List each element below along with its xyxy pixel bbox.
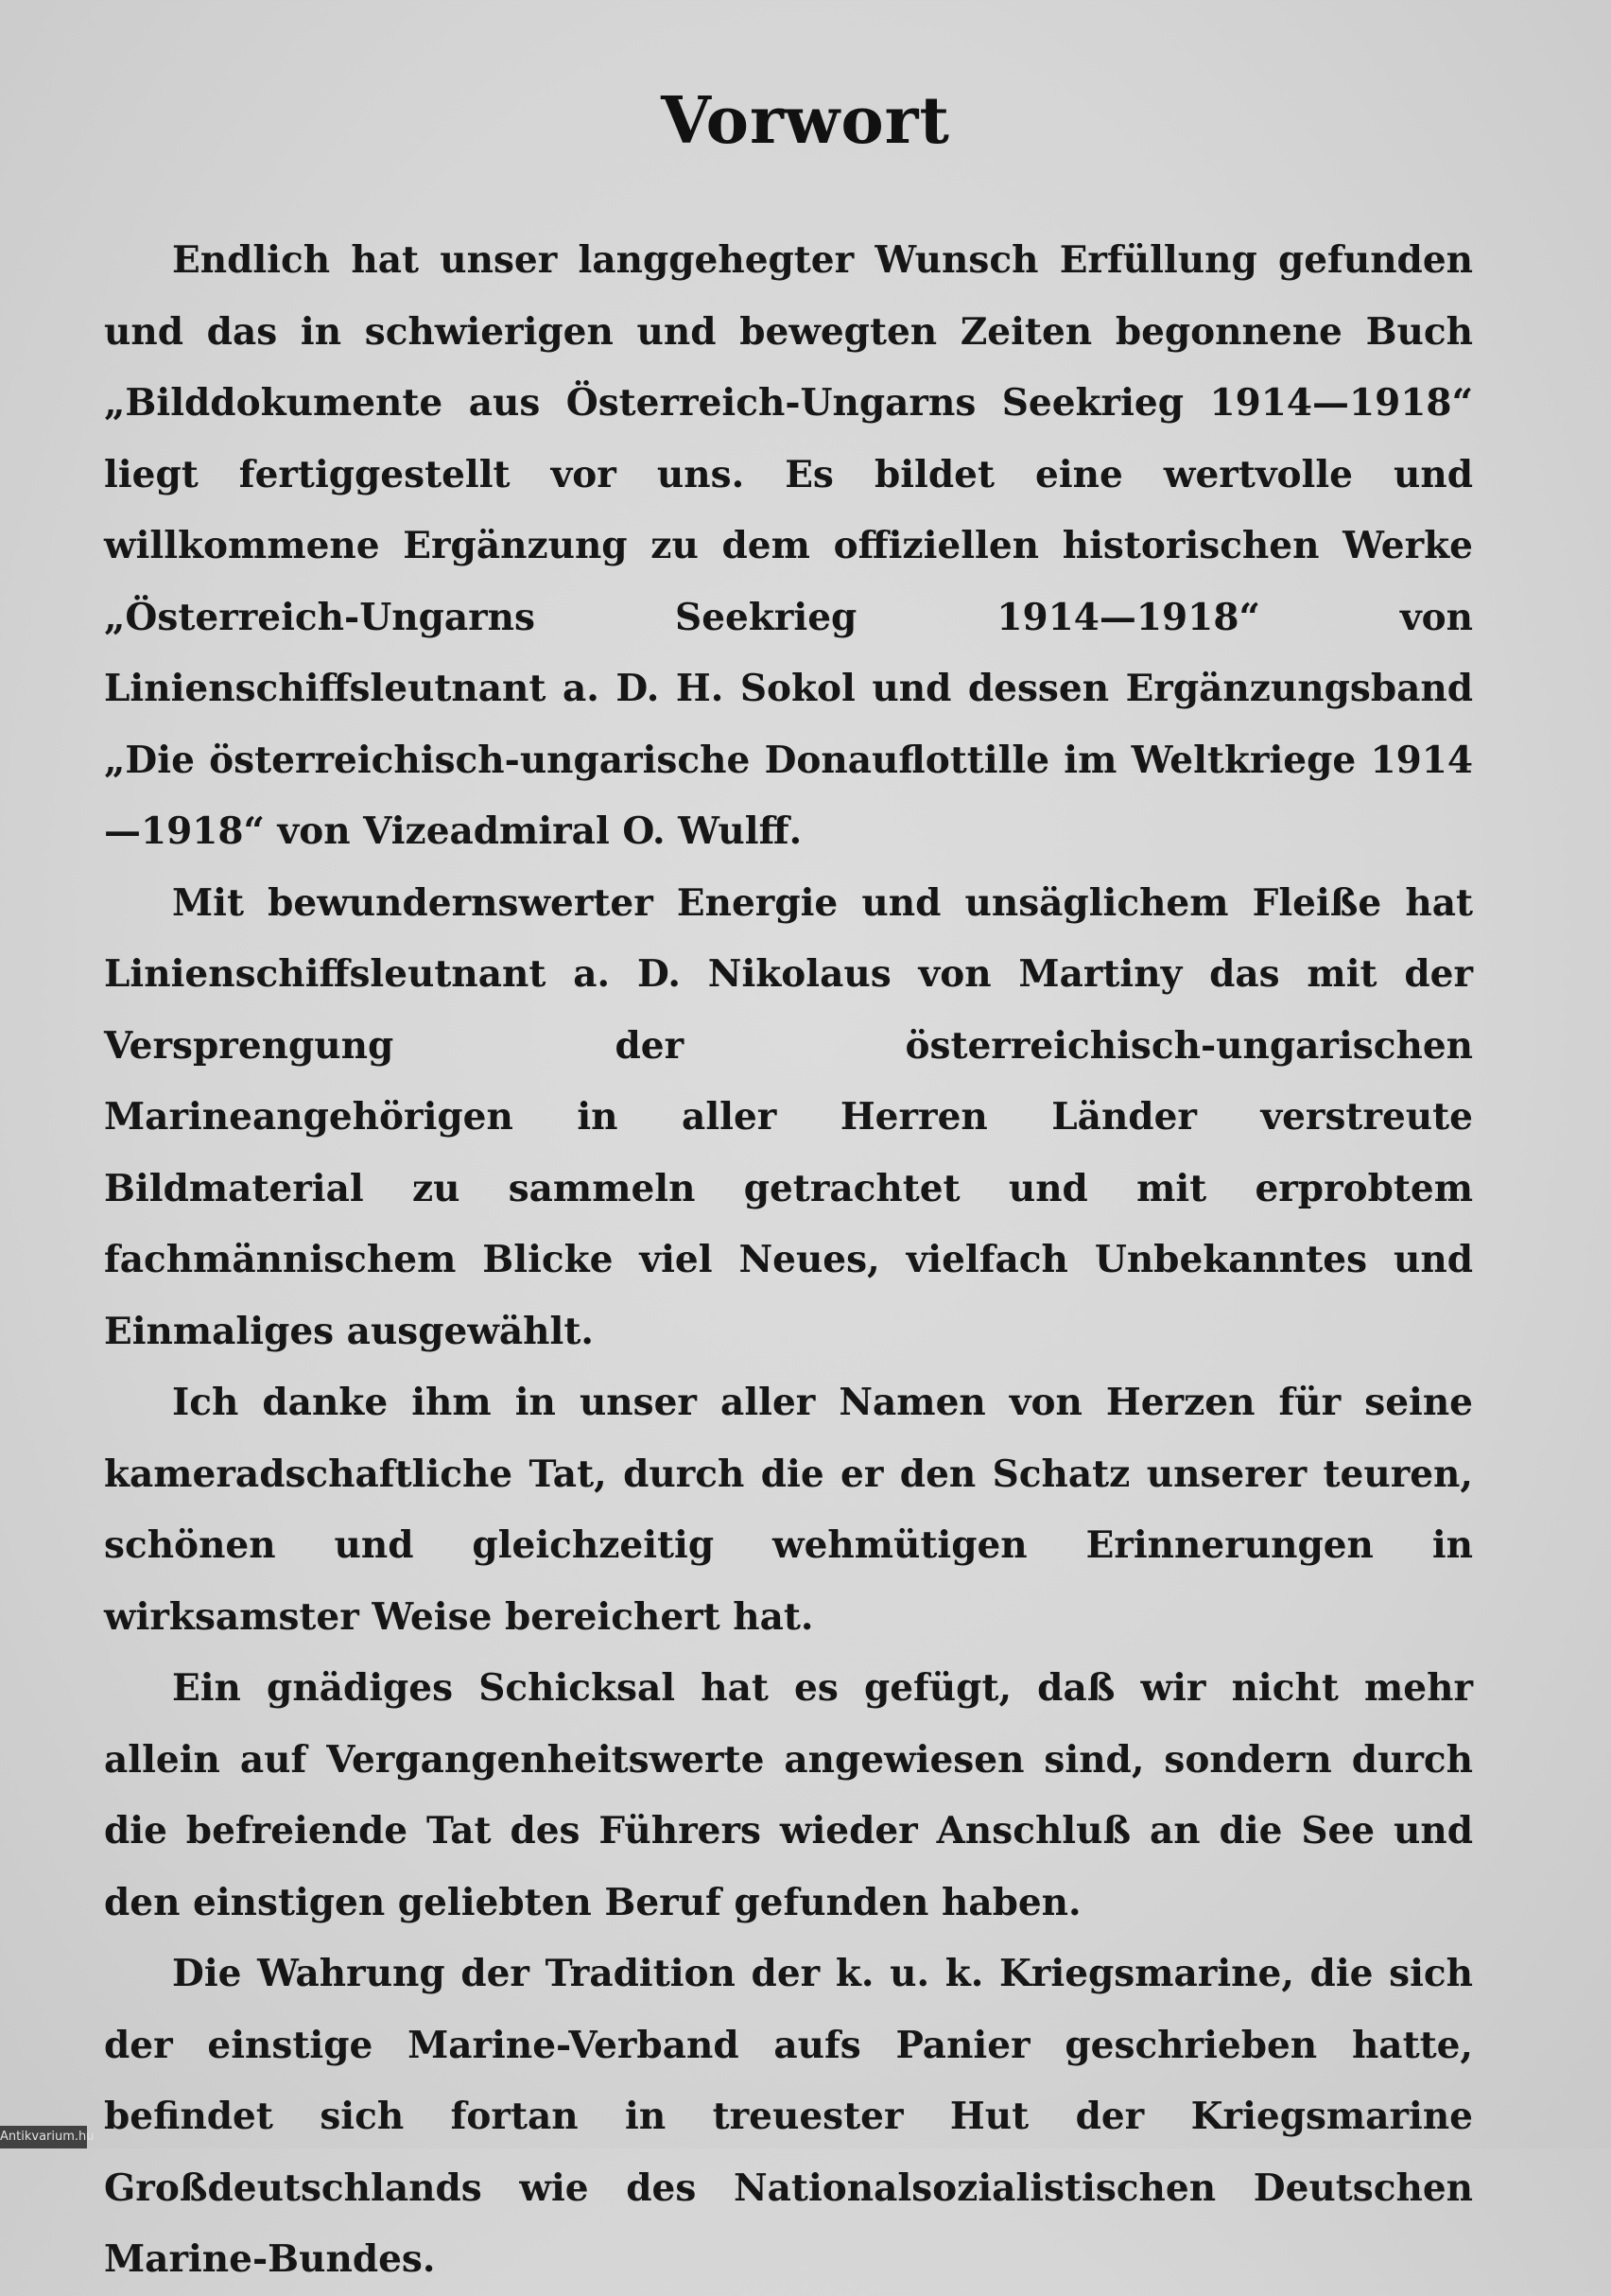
- paragraph-3: Ich danke ihm in unser aller Namen von Herzen für seine kameradschaftliche Tat, durch die er den Schatz unserer teuren, schönen und gleichzeitig wehmütigen Erinnerungen in wirksamster Weise bereichert hat.: [104, 1381, 1473, 1639]
- paragraph-2: Mit bewundernswerter Energie und unsäglichem Fleiße hat Linienschiffsleutnant a. D. Nikolaus von Martiny das mit der Versprengung der österreichisch-ungarischen Marineangehörigen in aller Herren Länder verstreute Bildmaterial zu sammeln getrachtet und mit erprobtem fachmännischem Blicke viel Neues, vielfach Unbekanntes und Einmaliges ausgewählt.: [104, 880, 1473, 1353]
- foreword-body: [104, 225, 1473, 2296]
- page-title: Vorwort: [661, 83, 950, 159]
- paragraph-1: Endlich hat unser langgehegter Wunsch Erfüllung gefunden und das in schwierigen und bewegten Zeiten begonnene Buch „Bilddokumente aus Österreich-Ungarns Seekrieg 1914—1918“ liegt fertiggestellt vor uns. Es bildet eine wertvolle und willkommene Ergänzung zu dem offiziellen historischen Werke „Österreich-Ungarns Seekrieg 1914—1918“ von Linienschiffsleutnant a. D. H. Sokol und dessen Ergänzungsband „Die österreichisch-ungarische Donauflottille im Weltkriege 1914—1918“ von Vizeadmiral O. Wulff.: [104, 238, 1473, 853]
- paragraph-5: Die Wahrung der Tradition der k. u. k. Kriegsmarine, die sich der einstige Marine-Verband aufs Panier geschrieben hatte, befindet sich fortan in treuester Hut der Kriegsmarine Großdeutschlands wie des Nationalsozialistischen Deutschen Marine-Bundes.: [104, 1952, 1473, 2281]
- paragraph-4: Ein gnädiges Schicksal hat es gefügt, daß wir nicht mehr allein auf Vergangenheitswerte angewiesen sind, sondern durch die befreiende Tat des Führers wieder Anschluß an die See und den einstigen geliebten Beruf gefunden haben.: [104, 1666, 1473, 1924]
- watermark-badge: Antikvarium.hu: [0, 2126, 87, 2148]
